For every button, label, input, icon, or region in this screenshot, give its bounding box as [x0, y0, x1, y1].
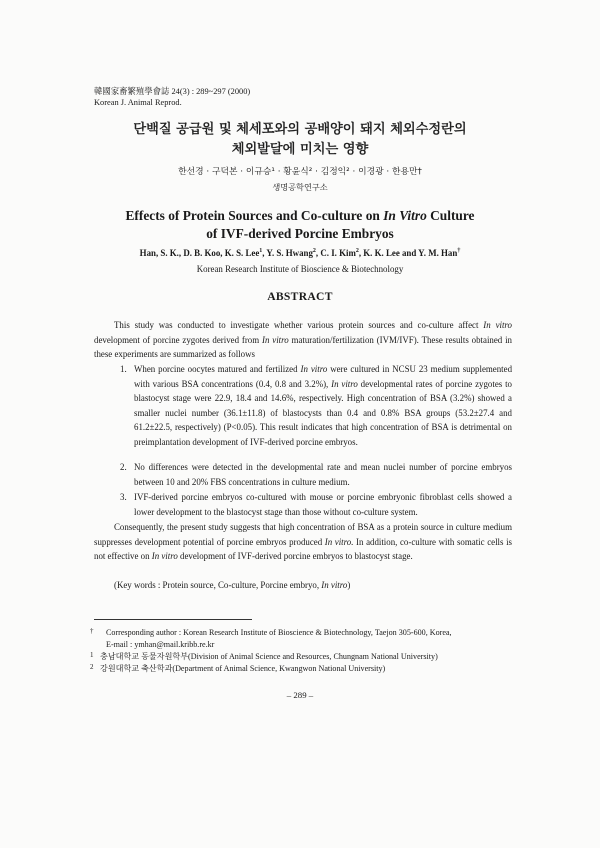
footnote-1-mark: 1 [90, 651, 94, 659]
author: K. S. Lee [222, 248, 260, 258]
korean-title-line2: 체외발달에 미치는 영향 [231, 142, 369, 157]
footnote-2: 강원대학교 축산학과(Department of Animal Science, Kwangwon National University) [100, 664, 386, 673]
item-number: 1. [120, 364, 127, 374]
keywords: (Key words : Protein source, Co-culture, Porcine embryo, In vitro) [114, 580, 351, 590]
footnote-email: E-mail : ymhan@mail.kribb.re.kr [106, 640, 215, 649]
footnote-dagger-mark: † [90, 627, 94, 635]
english-institute: Korean Research Institute of Bioscience & Biotechnology [196, 264, 404, 274]
korean-institute: 생명공학연구소 [272, 182, 328, 192]
affiliation-mark: † [457, 248, 461, 255]
affiliation-mark: 2 [312, 248, 316, 255]
result-item-1: When porcine oocytes matured and fertilized In vitro were cultured in NCSU 23 medium supplemented with various BSA concentrations (0.4, 0.8 and 3.2%), In vitro developmental rates of porcine zygotes to blastocyst stage were 22.9, 18.4 and 14.6%, respectively. High concentration of BSA (3.2%) showed a smaller nuclei number (36.1±11.8) of blastocysts than 0.4 and 0.8% BSA groups (53.2±27.4 and 61.2±22.5, respectively) (P<0.05). This result indicates that high concentration of BSA is detrimental on preimplantation development of IVF-derived porcine embryos. [134, 364, 513, 447]
item-number: 3. [120, 492, 127, 502]
author: , K. K. Lee and Y. M. Han [358, 248, 458, 258]
abstract-intro: This study was conducted to investigate whether various protein sources and co-culture affect In vitro development of porcine zygotes derived from In vitro maturation/fertilization (IVM/IVF). These results obtained in these experiments are summarized as follows [94, 320, 512, 359]
english-authors [0, 247, 600, 259]
result-item-3: IVF-derived porcine embryos co-cultured with mouse or porcine embryonic fibroblast cells showed a lower development to the blastocyst stage than those without co-culture system. [134, 492, 512, 517]
abstract-conclusion: Consequently, the present study suggests that high concentration of BSA as a protein source in culture medium suppresses development potential of porcine embryos produced In vitro. In addition, co-culture with somatic cells is not effective on In vitro development of IVF-derived porcine embryos to blastocyst stage. [94, 522, 512, 561]
footnote-corresponding: Corresponding author : Korean Research Institute of Bioscience & Biotechnology, Taejon 305-600, Korea, [106, 628, 452, 637]
footnote-1: 충남대학교 동물자원학부(Division of Animal Science and Resources, Chungnam National University) [100, 652, 438, 661]
english-title-line1: Effects of Protein Sources and Co-culture on In Vitro Culture [125, 208, 475, 223]
item-number: 2. [120, 462, 127, 472]
result-item-2: No differences were detected in the developmental rate and mean nuclei number of porcine embryos between 10 and 20% FBS concentrations in culture medium. [134, 462, 512, 487]
page-number: – 289 – [286, 690, 314, 700]
author: , C. I. Kim [315, 248, 356, 258]
footnote-2-mark: 2 [90, 663, 94, 671]
affiliation-mark: 2 [355, 248, 359, 255]
korean-title-line1: 단백질 공급원 및 체세포와의 공배양이 돼지 체외수정란의 [133, 122, 467, 137]
abstract-heading: ABSTRACT [267, 290, 333, 303]
journal-name-en: Korean J. Animal Reprod. [94, 98, 182, 107]
author: Han, S. K., [139, 248, 182, 258]
korean-authors: 한선경 · 구덕본 · 이규승¹ · 황윤식² · 김정익² · 이경광 · 한용만† [178, 167, 422, 177]
author: , Y. S. Hwang [262, 248, 313, 258]
journal-citation: 韓國家畜繁殖學會誌 24(3) : 289~297 (2000) [94, 87, 251, 96]
affiliation-mark: 1 [259, 248, 263, 255]
author: D. B. Koo, [181, 248, 223, 258]
english-title-line2: of IVF-derived Porcine Embryos [206, 226, 394, 241]
footnote-rule [94, 619, 252, 620]
